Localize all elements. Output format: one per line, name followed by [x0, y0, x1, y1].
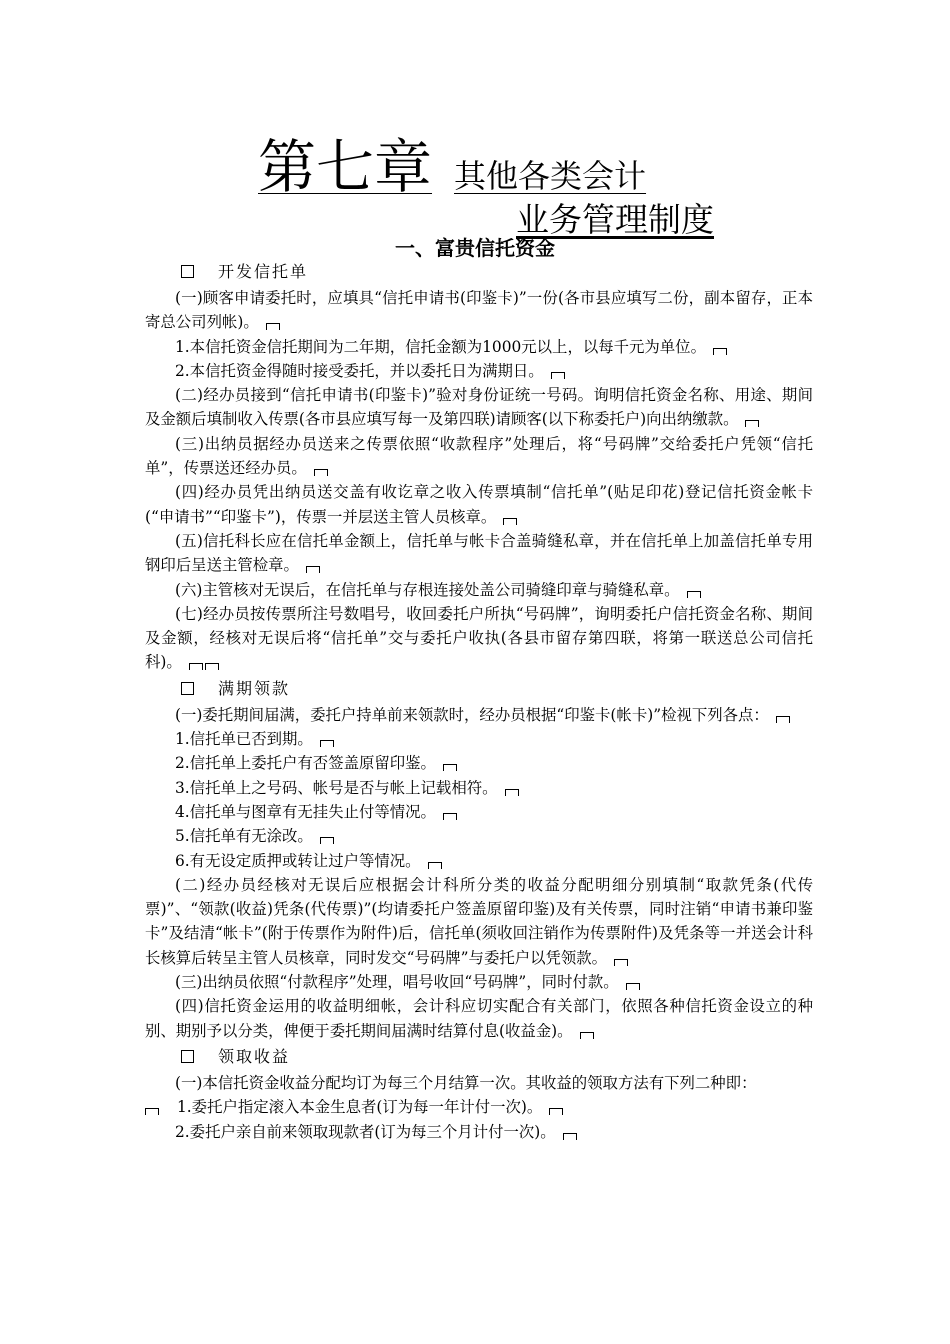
paragraph-mark-icon — [306, 566, 320, 573]
paragraph-text: (三)出纳员据经办员送来之传票依照“收款程序”处理后，将“号码牌”交给委托户凭领“信托单”，传票送还经办员。 — [145, 434, 813, 478]
subsection-heading — [145, 675, 813, 703]
subsection-heading-text: 满期领款 — [218, 678, 291, 698]
paragraph — [145, 970, 813, 994]
chapter-subtitle-part1: 其他各类会计 — [454, 157, 647, 195]
paragraph — [145, 335, 813, 359]
paragraph-mark-icon — [551, 372, 565, 379]
paragraph-mark-icon — [503, 518, 517, 525]
paragraph — [145, 1120, 813, 1144]
paragraph — [145, 776, 813, 800]
paragraph-mark-icon — [687, 591, 701, 598]
paragraph — [145, 480, 813, 529]
paragraph — [145, 529, 813, 578]
subsection-heading-text: 开发信托单 — [218, 262, 309, 281]
paragraph-text: (三)出纳员依照“付款程序”处理，唱号收回“号码牌”，同时付款。 — [175, 973, 619, 992]
paragraph-text: 1.信托单已否到期。 — [175, 730, 313, 749]
paragraph-text: (七)经办员按传票所注号数唱号，收回委托户所执“号码牌”，询明委托户信托资金名称、期间及金额，经核对无误后将“信托单”交与委托户收执(各县市留存第四联，将第一联送总公司信托科)。 — [145, 604, 813, 672]
document-body — [145, 258, 813, 1144]
paragraph-text: 1.委托户指定滚入本金生息者(订为每一年计付一次)。 — [177, 1098, 543, 1117]
paragraph-mark-icon — [776, 716, 790, 723]
section-title: 一、富贵信托资金 — [395, 236, 555, 260]
subsection-heading — [145, 258, 813, 286]
paragraph-mark-icon — [266, 323, 280, 330]
paragraph-text: (二)经办员接到“信托申请书(印鉴卡)”验对身份证统一号码。询明信托资金名称、用途、期间及金额后填制收入传票(各市县应填写每一及第四联)请顾客(以下称委托户)向出纳缴款。 — [145, 386, 813, 429]
paragraph-text: 2.信托单上委托户有否签盖原留印鉴。 — [175, 754, 436, 773]
paragraph — [145, 432, 813, 481]
paragraph — [145, 578, 813, 602]
paragraph-mark-icon — [614, 959, 628, 966]
paragraph-text: (一)委托期间届满，委托户持单前来领款时，经办员根据“印鉴卡(帐卡)”检视下列各点： — [175, 705, 769, 724]
paragraph-mark-icon — [145, 1108, 159, 1115]
paragraph-text: 4.信托单与图章有无挂失止付等情况。 — [175, 802, 436, 821]
chapter-subtitle-part2: 业务管理制度 — [516, 200, 714, 239]
paragraph-text: (四)经办员凭出纳员送交盖有收讫章之收入传票填制“信托单”(贴足印花)登记信托资金帐卡(“申请书”“印鉴卡”)，传票一并层送主管人员核章。 — [145, 483, 813, 526]
paragraph-text: (二)经办员经核对无误后应根据会计科所分类的收益分配明细分别填制“取款凭条(代传票)”、“领款(收益)凭条(代传票)”(均请委托户签盖原留印鉴)及有关传票，同时注销“申请书兼印鉴卡”及结清“帐卡”(附于传票作为附件)后，信托单(须收回注销作为传票附件)及凭条等一并送会计科长核算后转呈主管人员核章，同时发交“号码牌”与委托户以凭领款。 — [145, 875, 813, 967]
paragraph-mark-icon — [189, 663, 203, 670]
paragraph-mark-icon — [549, 1108, 563, 1115]
paragraph-mark-icon — [320, 837, 334, 844]
paragraph-mark-icon — [713, 348, 727, 355]
paragraph — [145, 703, 813, 727]
paragraph-text: (一)顾客申请委托时，应填具“信托申请书(印鉴卡)”一份(各市县应填写二份，副本留存，正本寄总公司列帐)。 — [145, 289, 813, 332]
paragraph — [145, 800, 813, 824]
paragraph — [145, 359, 813, 383]
subsection-heading — [145, 1043, 813, 1071]
paragraph-mark-icon — [428, 862, 442, 869]
subsection-heading-text: 领取收益 — [218, 1046, 291, 1066]
paragraph — [145, 1071, 813, 1095]
paragraph-text: 2.本信托资金得随时接受委托，并以委托日为满期日。 — [175, 361, 544, 380]
paragraph — [145, 383, 813, 432]
paragraph-text: 5.信托单有无涂改。 — [175, 827, 313, 846]
checkbox-square-icon — [181, 265, 194, 278]
paragraph-mark-icon — [205, 663, 219, 670]
paragraph-mark-icon — [745, 420, 759, 427]
paragraph-mark-icon — [443, 764, 457, 771]
paragraph-text: 3.信托单上之号码、帐号是否与帐上记载相符。 — [175, 778, 498, 797]
paragraph — [145, 602, 813, 675]
paragraph-text: 6.有无设定质押或转让过户等情况。 — [175, 851, 421, 870]
paragraph-mark-icon — [505, 789, 519, 796]
paragraph — [145, 994, 813, 1043]
checkbox-square-icon — [181, 1050, 194, 1063]
paragraph-text: (四)信托资金运用的收益明细帐，会计科应切实配合有关部门，依照各种信托资金设立的种别、期别予以分类，俾便于委托期间届满时结算付息(收益金)。 — [145, 997, 813, 1040]
paragraph-text: 1.本信托资金信托期间为二年期，信托金额为1000元以上，以每千元为单位。 — [175, 337, 706, 356]
paragraph-mark-icon — [443, 813, 457, 820]
paragraph-mark-icon — [320, 740, 334, 747]
paragraph-text: (六)主管核对无误后，在信托单与存根连接处盖公司骑缝印章与骑缝私章。 — [175, 580, 680, 599]
paragraph-text: (一)本信托资金收益分配均订为每三个月结算一次。其收益的领取方法有下列二种即： — [175, 1073, 757, 1092]
paragraph-mark-icon — [563, 1133, 577, 1140]
paragraph — [145, 1095, 813, 1119]
paragraph-mark-icon — [580, 1032, 594, 1039]
paragraph — [145, 727, 813, 751]
paragraph-mark-icon — [314, 469, 328, 476]
paragraph — [145, 751, 813, 775]
paragraph — [145, 873, 813, 970]
paragraph-text: (五)信托科长应在信托单金额上，信托单与帐卡合盖骑缝私章，并在信托单上加盖信托单专用钢印后呈送主管检章。 — [145, 531, 813, 575]
paragraph — [145, 824, 813, 848]
chapter-title-line1 — [258, 120, 646, 204]
checkbox-square-icon — [181, 682, 194, 695]
paragraph — [145, 849, 813, 873]
paragraph-mark-icon — [626, 983, 640, 990]
paragraph-text: 2.委托户亲自前来领取现款者(订为每三个月计付一次)。 — [175, 1122, 556, 1141]
chapter-number: 第七章 — [258, 133, 433, 201]
paragraph — [145, 286, 813, 335]
